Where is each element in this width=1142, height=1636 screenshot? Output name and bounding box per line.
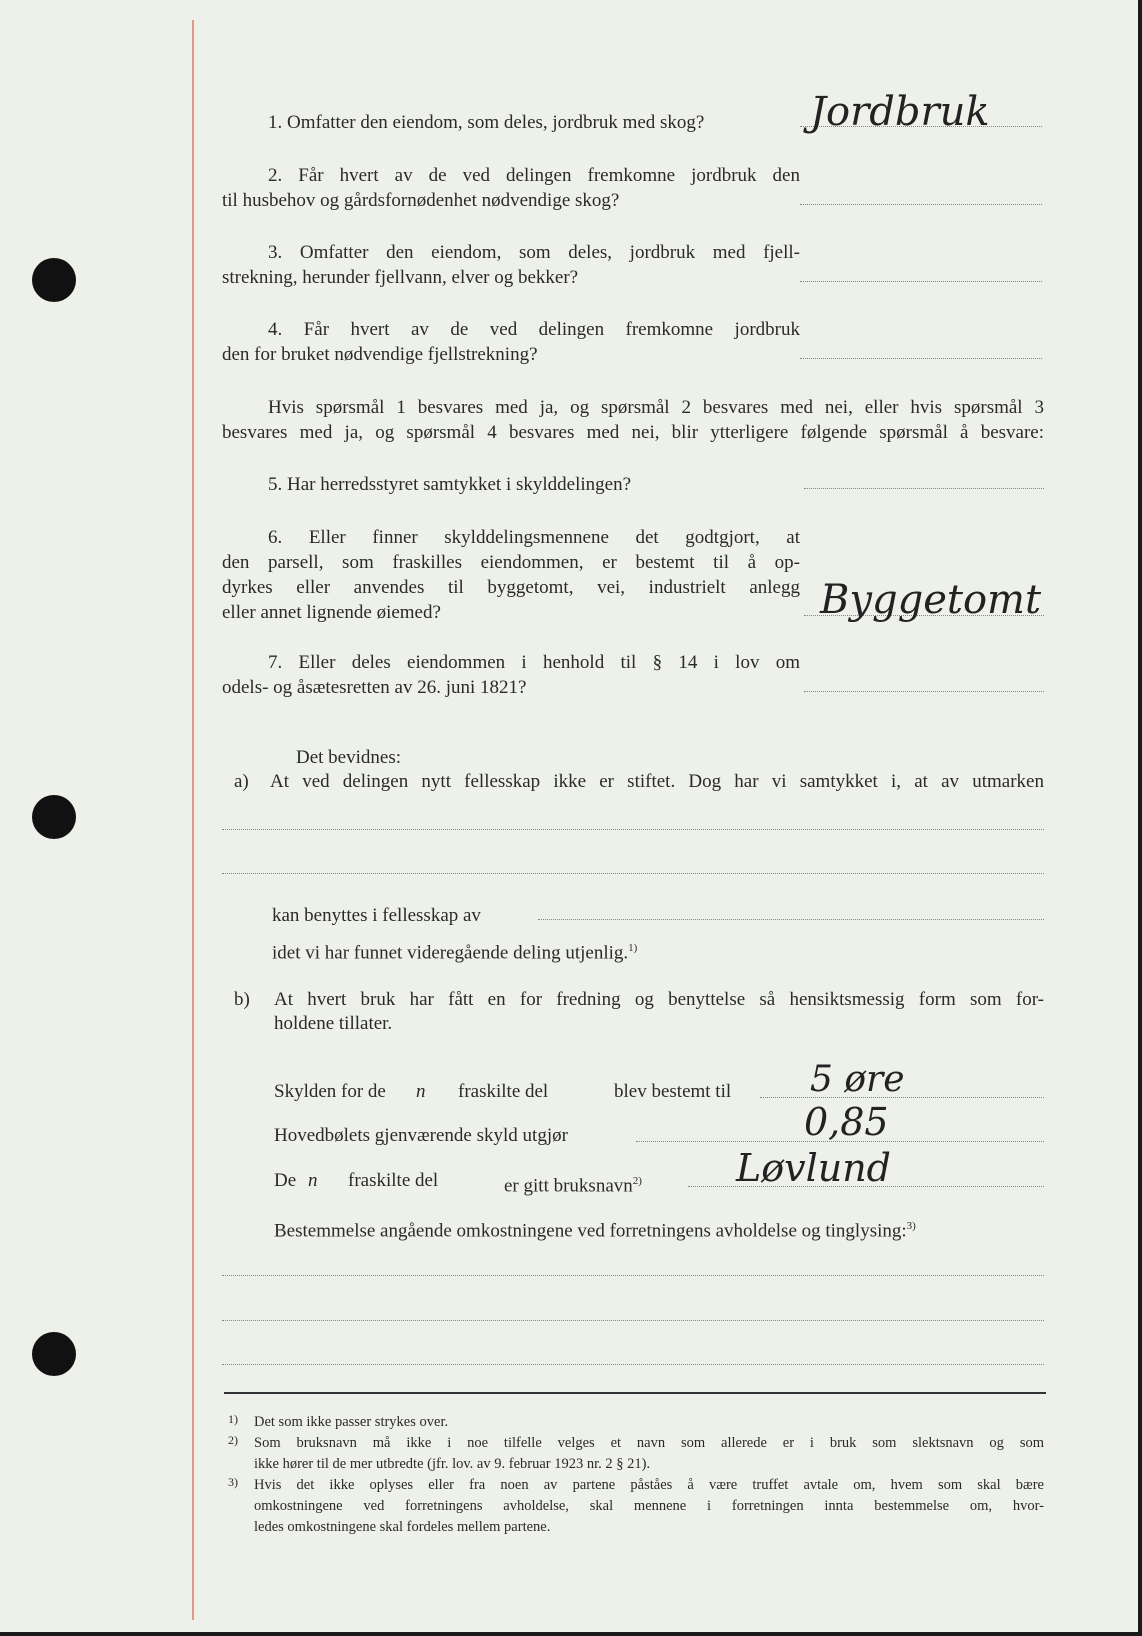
blank-line (222, 1275, 1044, 1276)
question-3-line-2: strekning, herunder fjellvann, elver og bekker? (222, 267, 579, 288)
conditional-line-1: Hvis spørsmål 1 besvares med ja, og spørsmål 2 besvares med nei, eller hvis spørsmål 3 (268, 397, 1044, 418)
blank-line (538, 919, 1044, 920)
answer-line-5 (804, 488, 1044, 489)
certification-heading: Det bevidnes: (296, 747, 402, 768)
question-1: 1. Omfatter den eiendom, som deles, jordbruk med skog? (268, 112, 705, 133)
question-4-line-2: den for bruket nødvendige fjellstrekning? (222, 344, 538, 365)
hoved-value-handwritten: 0,85 (804, 1100, 889, 1144)
answer-1-handwritten: Jordbruk (810, 89, 990, 135)
navn-label-2: fraskilte del (348, 1170, 439, 1191)
hoved-label: Hovedbølets gjenværende skyld utgjør (274, 1125, 568, 1146)
footnote-3-mark: 3) (228, 1475, 238, 1489)
blank-line (222, 873, 1044, 874)
question-7-line-2: odels- og åsætesretten av 26. juni 1821? (222, 677, 527, 698)
navn-label-3: er gitt bruksnavn$^{2)}$ (504, 1175, 642, 1197)
margin-line (192, 20, 194, 1620)
conditional-line-2: besvares med ja, og spørsmål 4 besvares med nei, blir ytterligere følgende spørsmål å besvare: (222, 422, 1044, 443)
punch-hole (32, 795, 76, 839)
blank-line (222, 1320, 1044, 1321)
item-b-line-2: holdene tillater. (274, 1013, 393, 1034)
question-6-line-2: den parsell, som fraskilles eiendommen, er bestemt til å op- (222, 552, 800, 573)
question-6-line-1: 6. Eller finner skylddelingsmennene det godtgjort, at (268, 527, 800, 548)
question-6-line-3: dyrkes eller anvendes til byggetomt, vei, industrielt anlegg (222, 577, 800, 598)
question-6-line-4: eller annet lignende øiemed? (222, 602, 441, 623)
footnote-3-line-3: ledes omkostningene skal fordeles mellem partene. (254, 1519, 551, 1535)
navn-label: De (274, 1170, 297, 1191)
question-2-line-1: 2. Får hvert av de ved delingen fremkomne jordbruk den (268, 165, 800, 186)
answer-line-3 (800, 281, 1042, 282)
skyld-label-2: fraskilte del (458, 1081, 549, 1102)
footnote-2-line-1: Som bruksnavn må ikke i noe tilfelle velges et navn som allerede er i bruk som slektsnavn og som (254, 1435, 1044, 1451)
footnote-2-line-2: ikke hører til de mer utbredte (jfr. lov. av 9. februar 1923 nr. 2 § 21). (254, 1456, 651, 1472)
item-a-shared-use: kan benyttes i fellesskap av (272, 905, 481, 926)
answer-6-handwritten: Byggetomt (820, 577, 1042, 623)
punch-hole (32, 1332, 76, 1376)
blank-line (222, 1364, 1044, 1365)
footnote-1-mark: 1) (228, 1412, 238, 1426)
item-a-text: At ved delingen nytt fellesskap ikke er stiftet. Dog har vi samtykket i, at av utmarken (270, 771, 1044, 792)
footnote-3-line-2: omkostningene ved forretningens avholdelse, skal mennene i forretningen innta bestemmelse om, hvor- (254, 1498, 1044, 1514)
footnote-3-line-1: Hvis det ikke oplyses eller fra noen av partene påståes å være truffet avtale om, hvem som skal bære (254, 1477, 1044, 1493)
answer-line-2 (800, 204, 1042, 205)
blank-line (222, 829, 1044, 830)
item-b-label: b) (234, 989, 250, 1010)
skyld-label: Skylden for de (274, 1081, 386, 1102)
answer-line-4 (800, 358, 1042, 359)
navn-value-handwritten: Løvlund (736, 1146, 892, 1190)
question-7-line-1: 7. Eller deles eiendommen i henhold til § 14 i lov om (268, 652, 800, 673)
cost-label: Bestemmelse angående omkostningene ved forretningens avholdelse og tinglysing:$^{3)}$ (274, 1220, 916, 1242)
footnote-2-mark: 2) (228, 1433, 238, 1447)
question-2-line-2: til husbehov og gårdsfornødenhet nødvendige skog? (222, 190, 620, 211)
footnote-1: Det som ikke passer strykes over. (254, 1414, 449, 1430)
item-b-line-1: At hvert bruk har fått en for fredning og benyttelse så hensiktsmessig form som for- (274, 989, 1044, 1010)
footnote-rule (224, 1392, 1046, 1394)
item-a-reason: idet vi har funnet videregående deling utjenlig.$^{1)}$ (272, 942, 638, 964)
navn-strike: n (308, 1170, 318, 1191)
item-a-label: a) (234, 771, 249, 792)
answer-line-7 (804, 691, 1044, 692)
question-5: 5. Har herredsstyret samtykket i skylddelingen? (268, 474, 632, 495)
punch-hole (32, 258, 76, 302)
skyld-strike: n (416, 1081, 426, 1102)
skyld-label-3: blev bestemt til (614, 1081, 732, 1102)
question-3-line-1: 3. Omfatter den eiendom, som deles, jordbruk med fjell- (268, 242, 800, 263)
skyld-value-handwritten: 5 øre (810, 1059, 905, 1100)
question-4-line-1: 4. Får hvert av de ved delingen fremkomne jordbruk (268, 319, 800, 340)
